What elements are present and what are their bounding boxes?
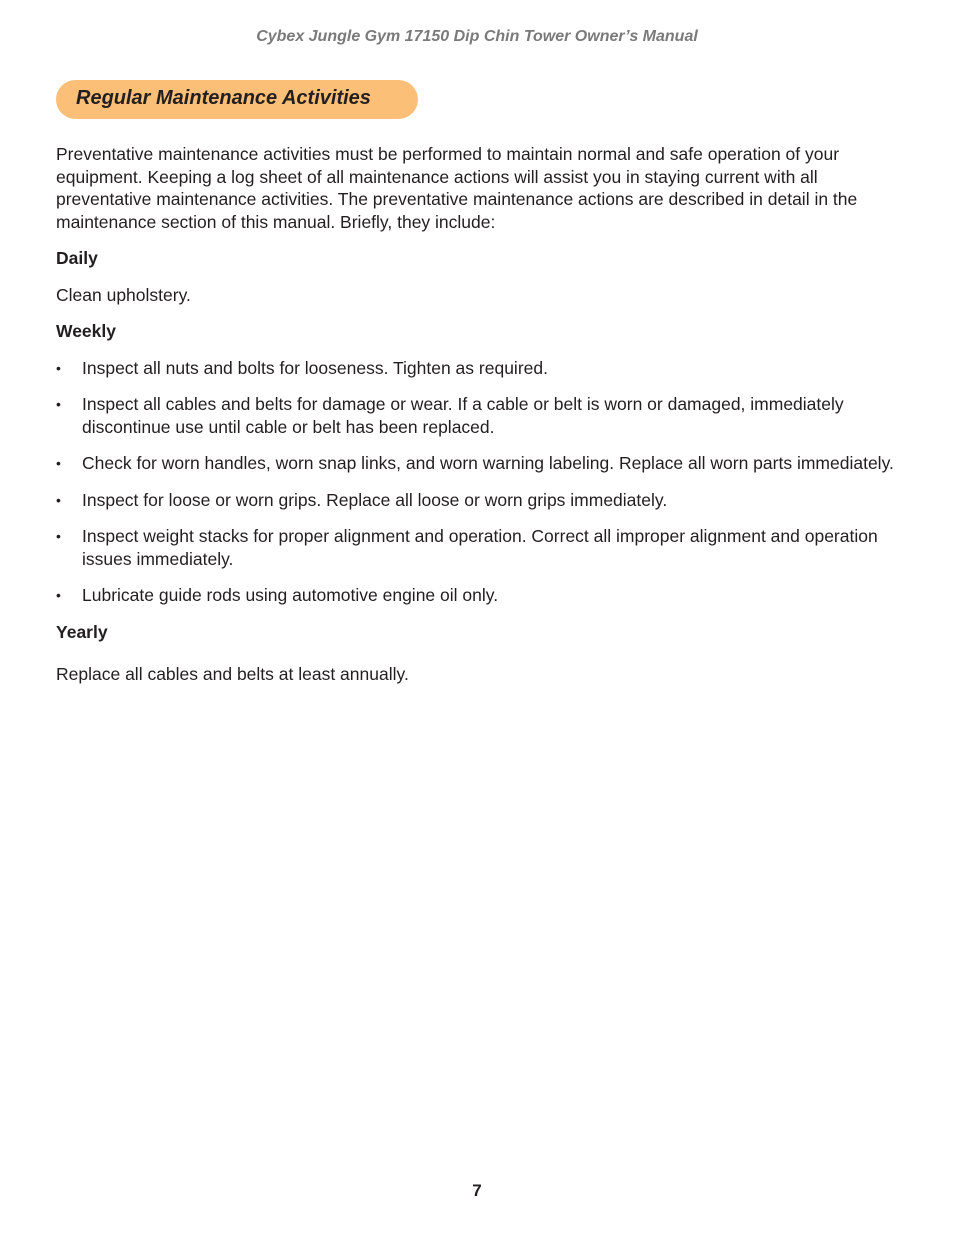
- bullet-icon: •: [56, 359, 61, 376]
- list-item: [56, 525, 901, 570]
- yearly-text: Replace all cables and belts at least annually.: [56, 664, 409, 684]
- list-item: [56, 489, 901, 512]
- daily-text: Clean upholstery.: [56, 284, 191, 305]
- section-title: Regular Maintenance Activities: [56, 80, 418, 119]
- yearly-heading: Yearly: [56, 621, 108, 642]
- running-header: Cybex Jungle Gym 17150 Dip Chin Tower Owner’s Manual: [256, 28, 698, 45]
- intro-paragraph: Preventative maintenance activities must be performed to maintain normal and safe operation of your equipment. Keeping a log sheet of all maintenance actions will assist you in staying current with all preventative maintenance activities. The preventative maintenance actions are described in detail in the maintenance section of this manual. Briefly, they include:: [56, 144, 858, 232]
- list-item-text: Lubricate guide rods using automotive engine oil only.: [82, 585, 499, 605]
- bullet-icon: •: [56, 491, 61, 508]
- weekly-heading: Weekly: [56, 321, 116, 341]
- list-item: [56, 357, 901, 380]
- weekly-list: [56, 357, 901, 607]
- list-item-text: Inspect all nuts and bolts for looseness. Tighten as required.: [82, 357, 548, 378]
- daily-heading: Daily: [56, 248, 98, 268]
- list-item-text: Inspect for loose or worn grips. Replace all loose or worn grips immediately.: [82, 489, 668, 510]
- bullet-icon: •: [56, 455, 61, 471]
- page-content: [56, 143, 901, 700]
- bullet-icon: •: [56, 587, 61, 603]
- list-item: [56, 452, 901, 475]
- list-item-text: Inspect all cables and belts for damage or wear. If a cable or belt is worn or damaged, immediately discontinue use until cable or belt has been replaced.: [82, 394, 844, 437]
- list-item-text: Inspect weight stacks for proper alignment and operation. Correct all improper alignment and operation issues immediately.: [82, 526, 878, 569]
- bullet-icon: •: [56, 396, 61, 412]
- list-item-text: Check for worn handles, worn snap links, and worn warning labeling. Replace all worn parts immediately.: [82, 453, 894, 473]
- list-item: [56, 393, 901, 438]
- list-item: [56, 584, 901, 607]
- bullet-icon: •: [56, 528, 61, 544]
- page-number: 7: [472, 1181, 482, 1200]
